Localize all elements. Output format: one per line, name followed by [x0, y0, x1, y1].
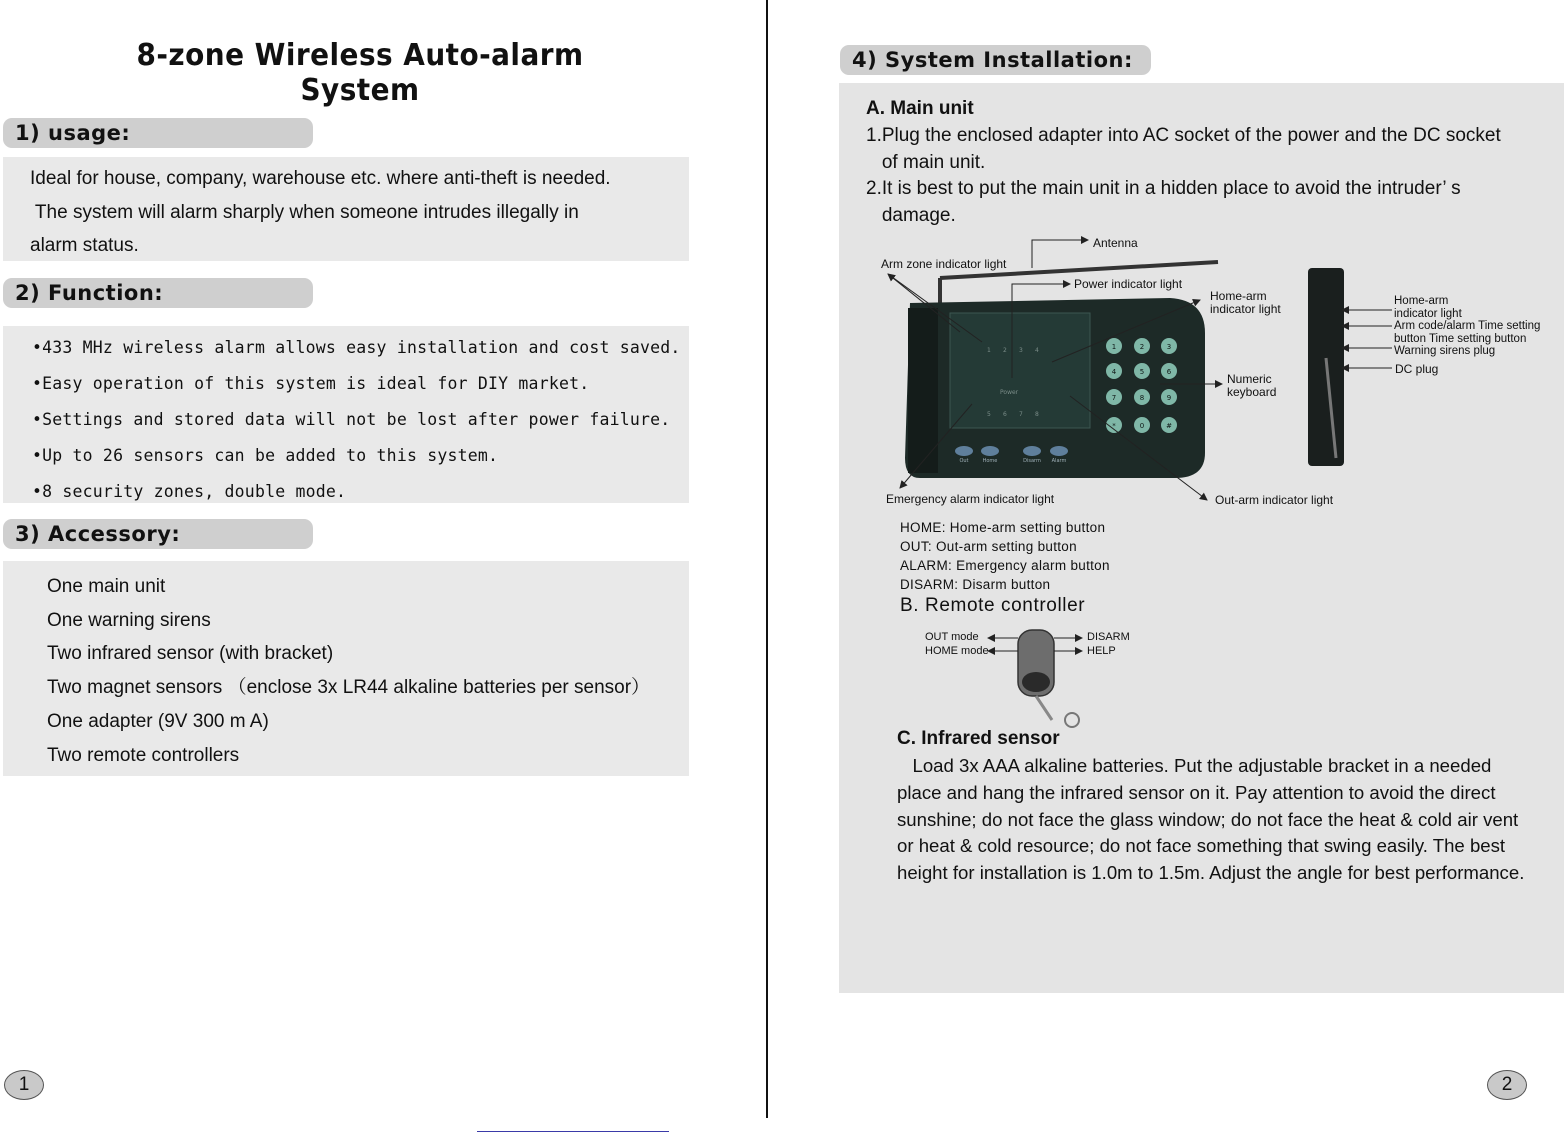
remote-heading: B. Remote controller [900, 595, 1086, 616]
infrared-text [897, 753, 1557, 887]
keypad-key-label: 9 [1166, 394, 1172, 402]
usage-line: Ideal for house, company, warehouse etc. where anti-theft is needed. [30, 168, 611, 189]
remote-diagram [980, 624, 1090, 734]
keypad-key-label: 5 [1139, 368, 1145, 376]
button-list-item: ALARM: Emergency alarm button [900, 558, 1110, 573]
accessory-item: One main unit [47, 576, 166, 597]
button-list-item: DISARM: Disarm button [900, 577, 1051, 592]
button-list-item: OUT: Out-arm setting button [900, 539, 1077, 554]
keypad-key-label: # [1166, 422, 1172, 430]
main-unit-line: damage. [866, 205, 956, 227]
zone-label: 8 [1035, 411, 1039, 418]
alarm-button [1050, 446, 1068, 456]
accessory-list [47, 570, 650, 772]
page-number-right: 2 [1487, 1070, 1527, 1100]
keypad-key-label: 7 [1111, 394, 1117, 402]
disarm-button [1023, 446, 1041, 456]
button-label: Home [982, 458, 998, 464]
function-item: •8 security zones, double mode. [32, 482, 347, 501]
keypad-key-label: 1 [1111, 343, 1117, 351]
button-label: Out [959, 458, 969, 464]
button-list-item: HOME: Home-arm setting button [900, 520, 1106, 535]
zone-label: 2 [1003, 347, 1007, 354]
keypad-key-label: 8 [1139, 394, 1145, 402]
home-arm-indicator-label [1210, 290, 1281, 316]
power-indicator-label: Power indicator light [1074, 277, 1183, 291]
main-unit-line: 1.Plug the enclosed adapter into AC socket of the power and the DC socket [866, 124, 1501, 146]
installation-heading: 4) System Installation: [840, 45, 1151, 75]
accessory-item: Two magnet sensors （enclose 3x LR44 alkaline batteries per sensor） [47, 677, 651, 699]
home-mode-label: HOME mode [925, 645, 989, 657]
bottom-rule [477, 1131, 669, 1132]
infrared-line: or heat & cold resource; do not face something that swing easily. The best [897, 835, 1506, 857]
home-arm-label-line: Home-arm [1210, 289, 1267, 303]
numeric-keyboard-label [1227, 373, 1276, 399]
usage-line: alarm status. [30, 235, 139, 256]
accessory-item: Two infrared sensor (with bracket) [47, 643, 334, 665]
function-item: •Easy operation of this system is ideal for DIY market. [32, 374, 590, 393]
home-button [981, 446, 999, 456]
keypad-key-label: 3 [1166, 343, 1172, 351]
infrared-line: Load 3x AAA alkaline batteries. Put the adjustable bracket in a needed [897, 755, 1492, 776]
side-label-line: indicator light [1394, 307, 1462, 320]
numeric-label-line: Numeric [1227, 372, 1272, 386]
accessory-item: Two remote controllers [47, 744, 240, 766]
emergency-indicator-label: Emergency alarm indicator light [886, 492, 1055, 506]
function-item: •Up to 26 sensors can be added to this system. [32, 446, 499, 465]
function-heading: 2) Function: [3, 278, 313, 308]
function-item: •Settings and stored data will not be lost after power failure. [32, 410, 671, 429]
usage-line: The system will alarm sharply when someone intrudes illegally in [30, 201, 579, 223]
main-unit-heading: A. Main unit [866, 98, 974, 119]
zone-label: 3 [1019, 347, 1023, 354]
side-label-line: Arm code/alarm Time setting [1394, 320, 1541, 333]
keypad-key-label: * [1112, 422, 1116, 430]
out-arm-indicator-label: Out-arm indicator light [1215, 493, 1334, 507]
button-label: Disarm [1023, 458, 1041, 464]
side-label-line: Warning sirens plug [1394, 345, 1496, 358]
numeric-label-line: keyboard [1227, 385, 1277, 399]
page-divider [766, 0, 768, 1118]
side-label-line: Home-arm [1394, 295, 1449, 307]
keypad-key-label: 0 [1139, 422, 1145, 430]
page-title: 8-zone Wireless Auto-alarm System [136, 38, 584, 108]
antenna-label: Antenna [1093, 236, 1138, 250]
usage-heading: 1) usage: [3, 118, 313, 148]
zone-label: 1 [987, 347, 991, 354]
main-unit-section [866, 96, 1556, 230]
keypad-key-label: 4 [1111, 368, 1117, 376]
main-unit-line: 2.It is best to put the main unit in a hidden place to avoid the intruder’ s [866, 178, 1461, 200]
side-view-labels [1394, 295, 1540, 358]
keypad-key-label: 6 [1166, 368, 1172, 376]
accessory-item: One adapter (9V 300 m A) [47, 710, 269, 732]
arm-zone-label: Arm zone indicator light [881, 257, 1007, 271]
accessory-heading: 3) Accessory: [3, 519, 313, 549]
infrared-heading: C. Infrared sensor [897, 728, 1060, 749]
home-arm-label-line: indicator light [1210, 302, 1281, 316]
zone-label: 5 [987, 411, 991, 418]
out-mode-label: OUT mode [925, 631, 979, 643]
power-label: Power [1000, 389, 1019, 396]
keypad-key-label: 2 [1139, 343, 1145, 351]
accessory-item: One warning sirens [47, 609, 211, 631]
zone-label: 7 [1019, 411, 1023, 418]
button-label: Alarm [1051, 458, 1067, 464]
page-number-left: 1 [4, 1070, 44, 1100]
disarm-label: DISARM [1087, 631, 1130, 643]
infrared-line: sunshine; do not face the glass window; do not face the heat & cold air vent [897, 808, 1519, 830]
zone-label: 6 [1003, 411, 1007, 418]
infrared-line: place and hang the infrared sensor on it. Pay attention to avoid the direct [897, 781, 1496, 803]
main-unit-diagram [860, 228, 1565, 518]
function-list [32, 330, 681, 510]
function-item: •433 MHz wireless alarm allows easy installation and cost saved. [32, 338, 681, 357]
zone-label: 4 [1035, 347, 1039, 354]
button-list [900, 518, 1110, 594]
side-label-line: button Time setting button [1394, 332, 1527, 345]
main-unit-line: of main unit. [866, 151, 986, 173]
infrared-line: height for installation is 1.0m to 1.5m. Adjust the angle for best performance. [897, 862, 1525, 884]
out-button [955, 446, 973, 456]
help-label: HELP [1087, 645, 1116, 657]
usage-text [30, 162, 680, 263]
dc-plug-label: DC plug [1395, 362, 1439, 376]
